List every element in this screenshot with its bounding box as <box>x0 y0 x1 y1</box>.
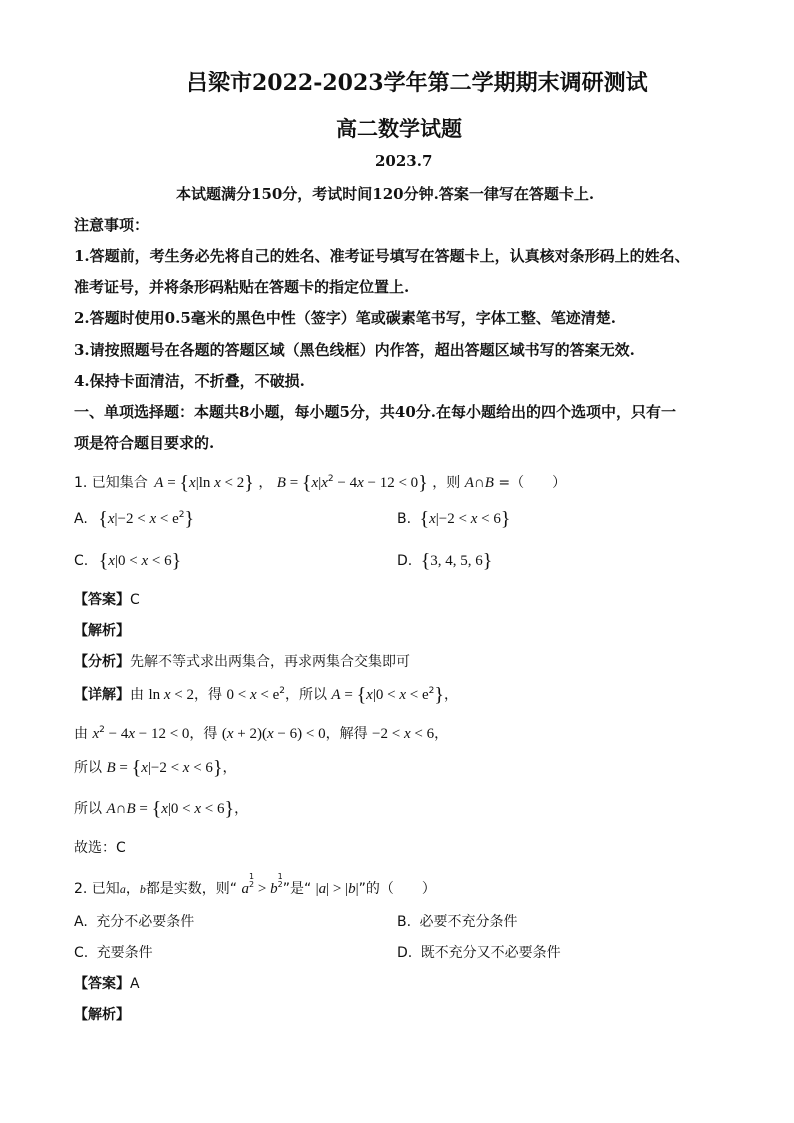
detail-step-4 <box>74 798 248 821</box>
q2-option-b-text: 必要不充分条件 <box>419 914 518 930</box>
notice-item-1-cont: 准考证号，并将条形码粘贴在答题卡的指定位置上. <box>74 278 410 296</box>
notice-item-4: 4.保持卡面清洁，不折叠，不破损. <box>74 372 305 390</box>
question-2-mid2: ”是“ <box>282 881 312 897</box>
option-d-label: D. <box>397 553 413 569</box>
step2-formula-factor: (x + 2)(x − 6) < 0 <box>221 726 326 742</box>
notice-item-1: 1.答题前，考生务必先将自己的姓名、准考证号填写在答题卡上，认真核对条形码上的姓名、 <box>74 247 690 265</box>
detail-step-3 <box>74 757 237 780</box>
option-c-formula: {x|0 < x < 6} <box>98 550 182 572</box>
step4-text-c: ， <box>234 801 249 817</box>
notice-heading: 注意事项： <box>74 216 150 234</box>
analysis-tag-1: 【解析】 <box>74 623 130 639</box>
question-1-stem <box>74 472 566 495</box>
step1-text-c: ，得 <box>194 687 223 703</box>
question-1-mid: ，则 <box>432 475 461 491</box>
answer-value: C <box>130 592 140 608</box>
exam-info: 本试题满分150分，考试时间120分钟.答案一律写在答题卡上. <box>176 185 595 203</box>
exam-subtitle: 高二数学试题 <box>336 116 462 141</box>
question-2-stem <box>74 873 436 898</box>
var-a: a <box>119 882 126 896</box>
q2-option-c <box>74 942 153 962</box>
question-1-comma: ， <box>258 475 273 491</box>
step1-formula-ln: ln x < 2 <box>148 687 195 703</box>
step2-text-a: 由 <box>74 726 88 742</box>
q2-option-a-text: 充分不必要条件 <box>96 914 195 930</box>
detail-tag: 【详解】 <box>74 687 130 703</box>
q2-option-c-label: C. <box>74 945 89 961</box>
step2-text-c: ，得 <box>189 726 218 742</box>
fenxi-tag: 【分析】 <box>74 654 130 670</box>
section-heading: 一、单项选择题：本题共8小题，每小题5分，共40分.在每小题给出的四个选项中，只有一 <box>74 403 676 421</box>
q2-option-b-label: B. <box>397 914 412 930</box>
q2-option-d <box>397 942 561 962</box>
notice-item-2: 2.答题时使用0.5毫米的黑色中性（签字）笔或碳素笔书写，字体工整、笔迹清楚. <box>74 309 616 327</box>
option-b-formula: {x|−2 < x < 6} <box>419 508 511 530</box>
q2-option-a-label: A. <box>74 914 88 930</box>
step1-text-e: ，所以 <box>284 687 327 703</box>
question-2-suffix: ”的（ ） <box>358 881 436 897</box>
option-c-label: C. <box>74 553 89 569</box>
q2-option-b <box>397 911 518 931</box>
step3-text-c: ， <box>222 760 237 776</box>
step1-formula-set-a: $A = \{x|0 < x < e^2\}$ <box>331 684 444 706</box>
step2-text-e: ，解得 <box>325 726 368 742</box>
answer-line-1 <box>74 589 140 609</box>
set-a-formula: A = {x|ln x < 2} <box>154 472 254 494</box>
condition-1-formula: a1 2 > b1 2 <box>241 872 283 897</box>
q2-option-d-text: 既不充分又不必要条件 <box>420 945 561 961</box>
answer-line-2 <box>74 973 140 993</box>
fenxi-text: 先解不等式求出两集合，再求两集合交集即可 <box>130 654 410 670</box>
step2-formula-ineq: $x^2 - 4x - 12 < 0$ <box>92 725 190 742</box>
set-b-formula: $B = \{x|x^2 - 4x - 12 < 0\}$ <box>276 472 428 494</box>
step3-text-a: 所以 <box>74 760 102 776</box>
q2-option-d-label: D. <box>397 945 413 961</box>
exam-date: 2023.7 <box>375 152 433 170</box>
condition-2-formula: |a| > |b| <box>315 881 359 897</box>
q2-answer-value: A <box>130 976 140 992</box>
option-b-label: B. <box>397 511 412 527</box>
step1-text-g: ， <box>443 687 458 703</box>
notice-item-3: 3.请按照题号在各题的答题区域（黑色线框）内作答，超出答题区域书写的答案无效. <box>74 341 635 359</box>
step1-text-a: 由 <box>130 687 144 703</box>
choose-line: 故选：C <box>74 840 126 856</box>
question-1-prefix: 1. 已知集合 <box>74 475 148 491</box>
step3-formula-set-b: B = {x|−2 < x < 6} <box>106 757 223 779</box>
question-1-suffix: =（ ） <box>498 475 567 491</box>
section-heading-cont: 项是符合题目要求的. <box>74 434 215 452</box>
exam-title: 吕梁市2022-2023学年第二学期期末调研测试 <box>186 70 648 96</box>
option-a-label: A. <box>74 511 88 527</box>
intersection-formula: A∩B <box>464 475 494 491</box>
detail-step-1 <box>74 684 458 707</box>
step2-text-g: ， <box>434 726 449 742</box>
q2-option-a <box>74 911 194 931</box>
detail-step-2 <box>74 723 448 743</box>
analysis-tag-2: 【解析】 <box>74 1007 130 1023</box>
option-d-formula: {3, 4, 5, 6} <box>420 550 493 572</box>
q2-option-c-text: 充要条件 <box>96 945 153 961</box>
step2-formula-range: −2 < x < 6 <box>372 726 435 742</box>
option-a <box>74 508 194 531</box>
question-2-comma: ， <box>125 881 140 897</box>
step4-text-a: 所以 <box>74 801 102 817</box>
question-2-prefix: 2. 已知 <box>74 881 120 897</box>
question-2-mid: 都是实数，则“ <box>145 881 238 897</box>
q2-answer-tag: 【答案】 <box>74 976 130 992</box>
option-a-formula: $\{x|-2 < x < e^2\}$ <box>98 508 195 530</box>
option-c <box>74 550 181 573</box>
step1-formula-range: $0 < x < e^2$ <box>226 686 285 703</box>
step4-formula-intersection: A∩B = {x|0 < x < 6} <box>106 798 235 820</box>
fenxi-line <box>74 651 410 671</box>
option-d <box>397 550 492 573</box>
option-b <box>397 508 510 531</box>
answer-tag: 【答案】 <box>74 592 130 608</box>
var-b: b <box>139 882 146 896</box>
